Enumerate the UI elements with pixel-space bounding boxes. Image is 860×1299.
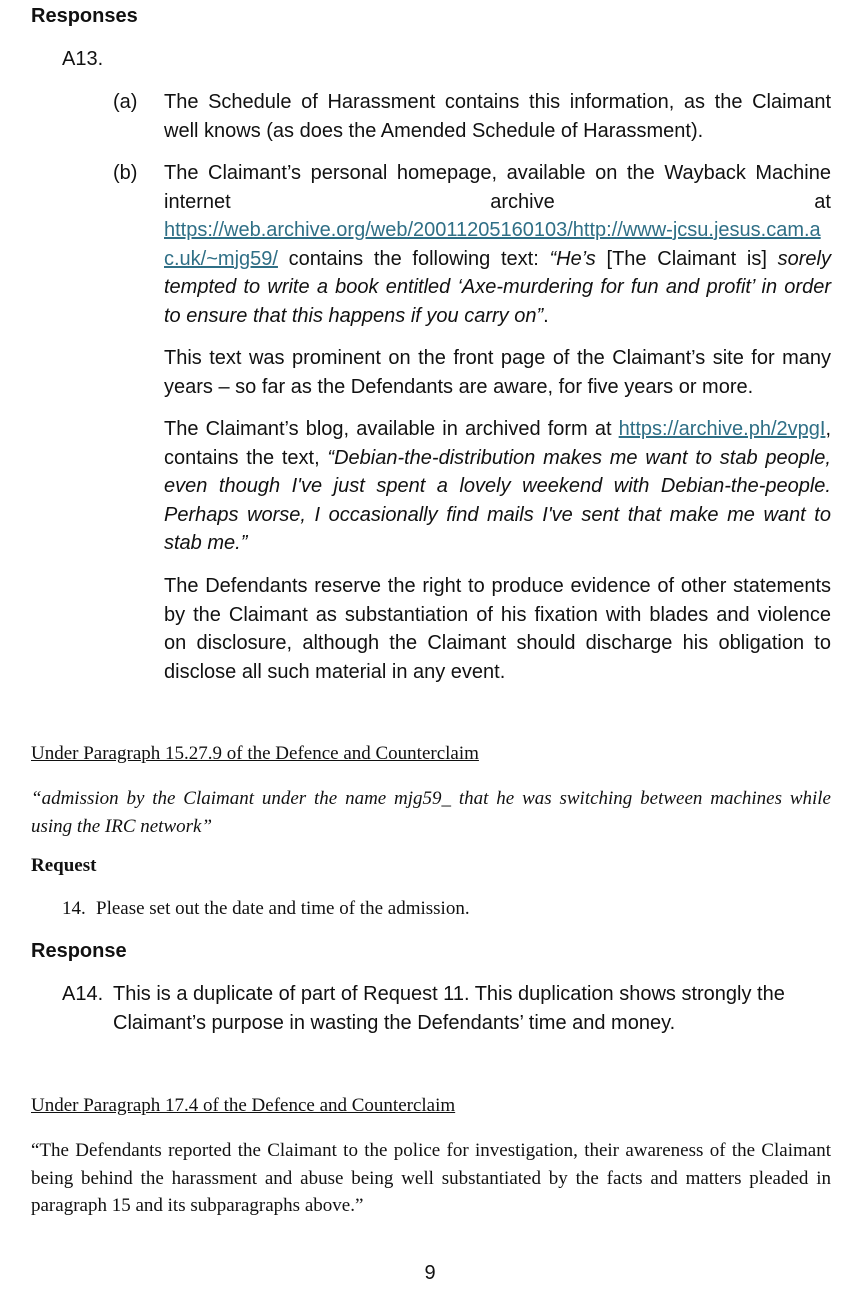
section-15279-heading: Under Paragraph 15.27.9 of the Defence and Counterclaim [31, 743, 479, 764]
item-b-p1-text-2: contains the following text: [277, 247, 550, 270]
a14-text: This is a duplicate of part of Request 11. This duplication shows strongly the Claimant’s purpose in wasting the Defendants’ time and money. [113, 983, 785, 1034]
item-b-marker: (b) [113, 162, 138, 184]
section-15279-quote: “admission by the Claimant under the name mjg59_ that he was switching between machines while using the IRC network” [31, 788, 831, 837]
quote-hes: “He’s [549, 247, 596, 270]
request-14-number: 14. [62, 898, 86, 919]
section-174-heading: Under Paragraph 17.4 of the Defence and Counterclaim [31, 1095, 456, 1116]
request-14-text: Please set out the date and time of the admission. [96, 898, 470, 919]
response-heading: Response [31, 940, 127, 962]
archive-ph-link[interactable]: https://archive.ph/2vpgI [618, 418, 826, 440]
responses-heading: Responses [31, 5, 138, 27]
wayback-archive-link[interactable]: https://web.archive.org/web/20011205160103/http://www-jcsu.jesus.cam.ac.uk/~mjg59/ [164, 219, 821, 270]
a13-label: A13. [62, 48, 104, 70]
item-a-text: The Schedule of Harassment contains this information, as the Claimant well knows (as does the Amended Schedule of Harassment). [164, 91, 831, 142]
quote-axe-murdering: sorely tempted to write a book entitled ‘Axe-murdering for fun and profit’ in order to ensure that this happens if you carry on” [164, 247, 831, 327]
a14-label: A14. [62, 983, 104, 1005]
section-174-quote: “The Defendants reported the Claimant to the police for investigation, their awareness of the Claimant being behind the harassment and abuse being well substantiated by the facts and matters pleaded in paragraph 15 and its subparagraphs above.” [31, 1140, 831, 1216]
item-b-paragraph-3 [164, 415, 831, 558]
request-heading: Request [31, 855, 97, 876]
item-a-marker: (a) [113, 91, 138, 113]
item-b-p3-text-2: , contains the text, [164, 418, 831, 469]
item-b-paragraph-2: This text was prominent on the front page of the Claimant’s site for many years – so far as the Defendants are aware, for five years or more. [164, 347, 831, 398]
item-b-p1-text-3: [The Claimant is] [595, 247, 778, 270]
item-b-paragraph-4: The Defendants reserve the right to produce evidence of other statements by the Claimant as substantiation of his fixation with blades and violence on disclosure, although the Claimant should discharge his obligation to disclose all such material in any event. [164, 575, 831, 683]
item-b-p3-text-1: The Claimant’s blog, available in archived form at [164, 418, 619, 440]
item-b-p1-text-4: . [543, 304, 549, 327]
quote-debian: “Debian-the-distribution makes me want to stab people, even though I've just spent a lovely weekend with Debian-the-people. Perhaps worse, I occasionally find mails I've sent that make me want to stab me.” [164, 446, 831, 554]
item-b-paragraph-1 [164, 159, 831, 330]
page-number: 9 [424, 1262, 436, 1284]
item-b-p1-line-1: The Claimant’s personal homepage, available on the Wayback Machine internet archive at [164, 162, 831, 213]
